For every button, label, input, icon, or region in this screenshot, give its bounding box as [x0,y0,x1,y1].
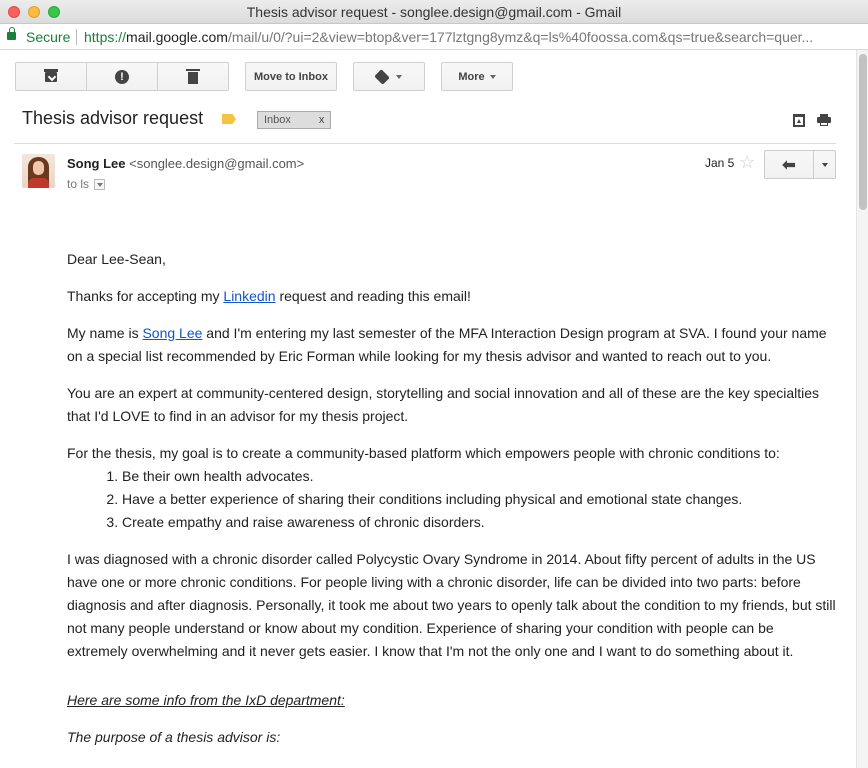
url-text[interactable] [84,29,860,45]
report-spam-button[interactable] [86,62,158,91]
reply-button[interactable] [764,150,814,179]
label-icon [374,69,390,85]
archive-icon [45,72,57,82]
message-body [67,248,837,763]
sender-email: <songlee.design@gmail.com> [129,156,305,171]
show-details-dropdown[interactable] [94,179,105,190]
linkedin-link[interactable]: Linkedin [223,288,276,304]
song-lee-link[interactable]: Song Lee [142,325,203,341]
recipient-text: to ls [67,177,90,191]
delete-button[interactable] [157,62,229,91]
list-item: 1. Be their own health advocates. [122,465,837,488]
lock-icon [7,32,16,40]
spam-icon: ! [115,70,129,84]
reply-icon: ⬅ [782,156,796,174]
print-icon[interactable] [817,114,831,126]
body-paragraph-3: You are an expert at community-centered design, storytelling and social innovation and all of these are the key specialties that I'd LOVE to find in an advisor for my thesis project. [67,385,820,424]
info-heading: Here are some info from the IxD department: [67,692,345,708]
header-divider [14,143,836,144]
more-label: More [458,70,485,83]
more-actions-button[interactable] [441,62,513,91]
list-item: 2. Have a better experience of sharing their conditions including physical and emotional state changes. [122,488,837,511]
window-title: Thesis advisor request - songlee.design@gmail.com - Gmail [246,4,622,20]
message-date: Jan 5 [705,156,735,170]
star-icon[interactable]: ☆ [739,152,756,172]
url-host: mail.google.com [126,29,228,45]
move-to-inbox-label: Move to Inbox [254,70,328,83]
inbox-label-text: Inbox [264,114,291,126]
body-paragraph-1: Thanks for accepting my Linkedin request and reading this email! [67,288,471,304]
goals-list [122,465,837,534]
body-paragraph-2: My name is Song Lee and I'm entering my last semester of the MFA Interaction Design program at SVA. I found your name on a special list recommended by Eric Forman while looking for my thesis advisor and wanted to reach out to you. [67,325,827,364]
important-marker-icon[interactable] [222,114,236,124]
message-toolbar [0,50,856,102]
window-title-bar [0,0,868,24]
open-in-new-window-icon[interactable] [793,114,805,127]
remove-label-button[interactable]: x [318,114,325,126]
greeting: Dear Lee-Sean, [67,251,166,267]
message-subject: Thesis advisor request [22,108,204,128]
address-bar[interactable] [0,24,868,50]
recipient-line [67,177,105,191]
labels-button[interactable] [353,62,425,91]
url-separator [76,29,77,45]
trash-icon [188,72,198,84]
avatar [22,154,55,188]
chevron-down-icon [396,75,402,79]
body-paragraph-4: For the thesis, my goal is to create a community-based platform which empowers people with chronic conditions to: [67,445,780,461]
body-paragraph-5: I was diagnosed with a chronic disorder called Polycystic Ovary Syndrome in 2014. About fifty percent of adults in the US have one or more chronic conditions. For people living with a chronic disorder, life can be divided into two parts: before diagnosis and after diagnosis. Personally, it took me about two years to openly talk about the condition to my friends, but still not many people understand or know about my condition. Experience of sharing your condition with people can be extremely overwhelming and it never gets easier. I know that I'm not the only one and I want to do something about it. [67,551,836,659]
message-more-button[interactable] [813,150,836,179]
secure-label: Secure [26,29,71,45]
purpose-heading: The purpose of a thesis advisor is: [67,729,281,745]
scrollbar[interactable] [856,50,868,768]
sender-name[interactable]: Song Lee [67,156,126,171]
chevron-down-icon [822,163,828,167]
scrollbar-thumb[interactable] [859,54,867,210]
archive-button[interactable] [15,62,87,91]
chevron-down-icon [490,75,496,79]
move-to-inbox-button[interactable] [245,62,337,91]
url-path: /mail/u/0/?ui=2&view=btop&ver=177lztgng8ymz&q=ls%40foossa.com&qs=true&search=quer... [227,29,814,45]
sender-info [67,156,304,171]
list-item: 3. Create empathy and raise awareness of chronic disorders. [122,511,837,534]
inbox-label-chip[interactable] [257,111,331,129]
url-scheme: https:// [84,29,127,45]
